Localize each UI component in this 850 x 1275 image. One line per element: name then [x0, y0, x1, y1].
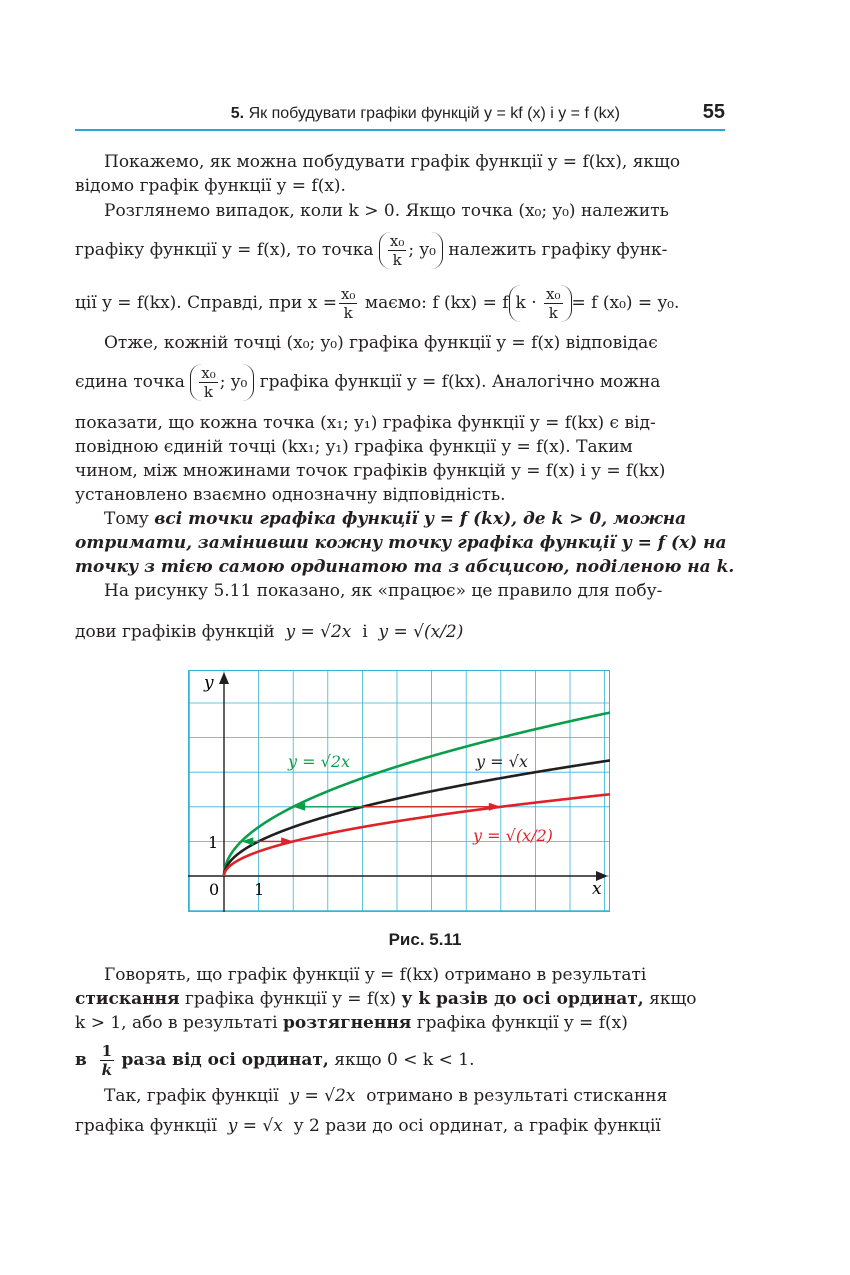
text-line [75, 278, 725, 328]
page-number: 55 [702, 101, 725, 123]
text-fragment: маємо: f (kx) = f [364, 293, 509, 313]
origin-label: 0 [209, 880, 220, 899]
formula: y = √2x [285, 622, 352, 642]
text-line [75, 1013, 725, 1033]
section-title-text: Як побудувати графіки функцій y = kf (x) і y = f (kx) [248, 105, 620, 122]
text-fragment: k · [515, 292, 537, 313]
text-line [75, 989, 725, 1009]
text-line: На рисунку 5.11 показано, як «працює» це правило для побу- [104, 581, 663, 601]
fraction [100, 1042, 114, 1079]
term: стискання [75, 989, 180, 1009]
running-header [75, 101, 725, 131]
fraction-denominator: k [101, 1060, 113, 1079]
text-line: показати, що кожна точка (x₁; y₁) графіка функції y = f(kx) є від- [75, 413, 656, 433]
fraction [388, 232, 406, 269]
text-line [75, 228, 725, 272]
fraction-numerator: 1 [101, 1041, 113, 1060]
curves [224, 713, 610, 876]
rule-statement: отримати, замінивши кожну точку графіка функції y = f (x) на [75, 533, 727, 553]
text-fragment: належить графіку функ- [448, 240, 668, 260]
arrows [241, 803, 501, 846]
text-line [75, 360, 725, 404]
text-fragment: у 2 рази до осі ординат, а графік функції [293, 1116, 661, 1136]
text-fragment: якщо 0 < k < 1. [334, 1050, 475, 1070]
labels [203, 673, 602, 899]
point-expression [190, 364, 254, 401]
rule-statement: точку з тією самою ординатою та з абсцисою, поділеною на k. [75, 557, 735, 577]
formula: y = √(x/2) [378, 622, 464, 642]
formula: y = √2x [289, 1086, 356, 1106]
formula: y = √x [227, 1116, 283, 1136]
text-fragment: дови графіків функцій [75, 622, 275, 642]
text-fragment: і [362, 622, 368, 642]
text-line: відомо графік функції y = f(x). [75, 176, 346, 196]
fraction-denominator: k [548, 303, 558, 322]
fraction-denominator: k [392, 250, 402, 269]
axes [188, 672, 608, 912]
legend-black: y = √x [476, 752, 528, 771]
text-fragment: k > 1, або в результаті [75, 1013, 284, 1033]
text-line [75, 608, 725, 656]
text-line: Говорять, що графік функції y = f(kx) отримано в результаті [104, 965, 647, 985]
x-tick-label: 1 [254, 880, 265, 899]
text-fragment: ; y₀ [219, 371, 248, 392]
fraction-denominator: k [203, 382, 214, 401]
text-fragment: якщо [643, 989, 697, 1009]
text-line [75, 1086, 725, 1106]
section-title [231, 105, 620, 123]
text-fragment: = f (x₀) = y₀. [571, 293, 680, 313]
rule-statement: всі точки графіка функції y = f (kx), де k > 0, можна [154, 509, 687, 529]
text-line [75, 1038, 725, 1082]
text-line [75, 1116, 725, 1136]
text-fragment: Так, графік функції [104, 1086, 279, 1106]
fraction-numerator: x₀ [201, 363, 216, 382]
legend-red: y = √(x/2) [473, 826, 553, 845]
text-line: чином, між множинами точок графіків функцій y = f(x) і y = f(kx) [75, 461, 666, 481]
text-fragment: ції y = f(kx). Справді, при x = [75, 293, 337, 313]
x-axis-label: x [592, 879, 602, 899]
argument-expression [509, 285, 572, 322]
text-line: Покажемо, як можна побудувати графік функції y = f(kx), якщо [104, 152, 681, 172]
y-axis-label: y [204, 673, 214, 693]
text-line [75, 509, 725, 529]
text-fragment: отримано в результаті стискання [366, 1086, 668, 1106]
text-line: повідною єдиній точці (kx₁; y₁) графіка функції y = f(x). Таким [75, 437, 633, 457]
fraction-numerator: x₀ [389, 231, 405, 250]
text-fragment: Тому [104, 509, 155, 529]
text-line: установлено взаємно однозначну відповідність. [75, 485, 506, 505]
fraction-numerator: x₀ [340, 284, 356, 303]
shift-arrow-head [489, 803, 501, 811]
section-number: 5. [230, 105, 245, 122]
term: у k разів до осі ординат, [401, 989, 644, 1009]
text-fragment: графіка функції y = f(x) [411, 1013, 628, 1033]
text-fragment: графіка функції [75, 1116, 217, 1136]
figure-caption: Рис. 5.11 [388, 930, 462, 949]
text-line: Отже, кожній точці (x₀; y₀) графіка функції y = f(x) відповідає [104, 333, 658, 353]
fraction [544, 285, 562, 322]
text-fragment: графіка функції y = f(kx). Аналогічно можна [259, 372, 661, 392]
text-fragment: графіку функції y = f(x), то точка [75, 240, 374, 260]
fraction-numerator: x₀ [546, 284, 561, 303]
text-fragment: графіка функції y = f(x) [179, 989, 402, 1009]
term: розтягнення [283, 1013, 412, 1033]
fraction-denominator: k [343, 303, 353, 322]
text-fragment: ; y₀ [408, 239, 436, 260]
term: в [75, 1050, 87, 1070]
legend-green: y = √2x [288, 752, 351, 771]
fraction [199, 364, 217, 401]
fraction [339, 285, 357, 322]
function-graph [188, 670, 610, 912]
term: раза від осі ординат, [121, 1050, 329, 1070]
y-axis-arrow [219, 672, 229, 684]
y-tick-label: 1 [208, 833, 219, 852]
text-line: Розглянемо випадок, коли k > 0. Якщо точка (x₀; y₀) належить [104, 201, 669, 221]
point-expression [379, 232, 443, 269]
text-fragment: єдина точка [75, 372, 185, 392]
